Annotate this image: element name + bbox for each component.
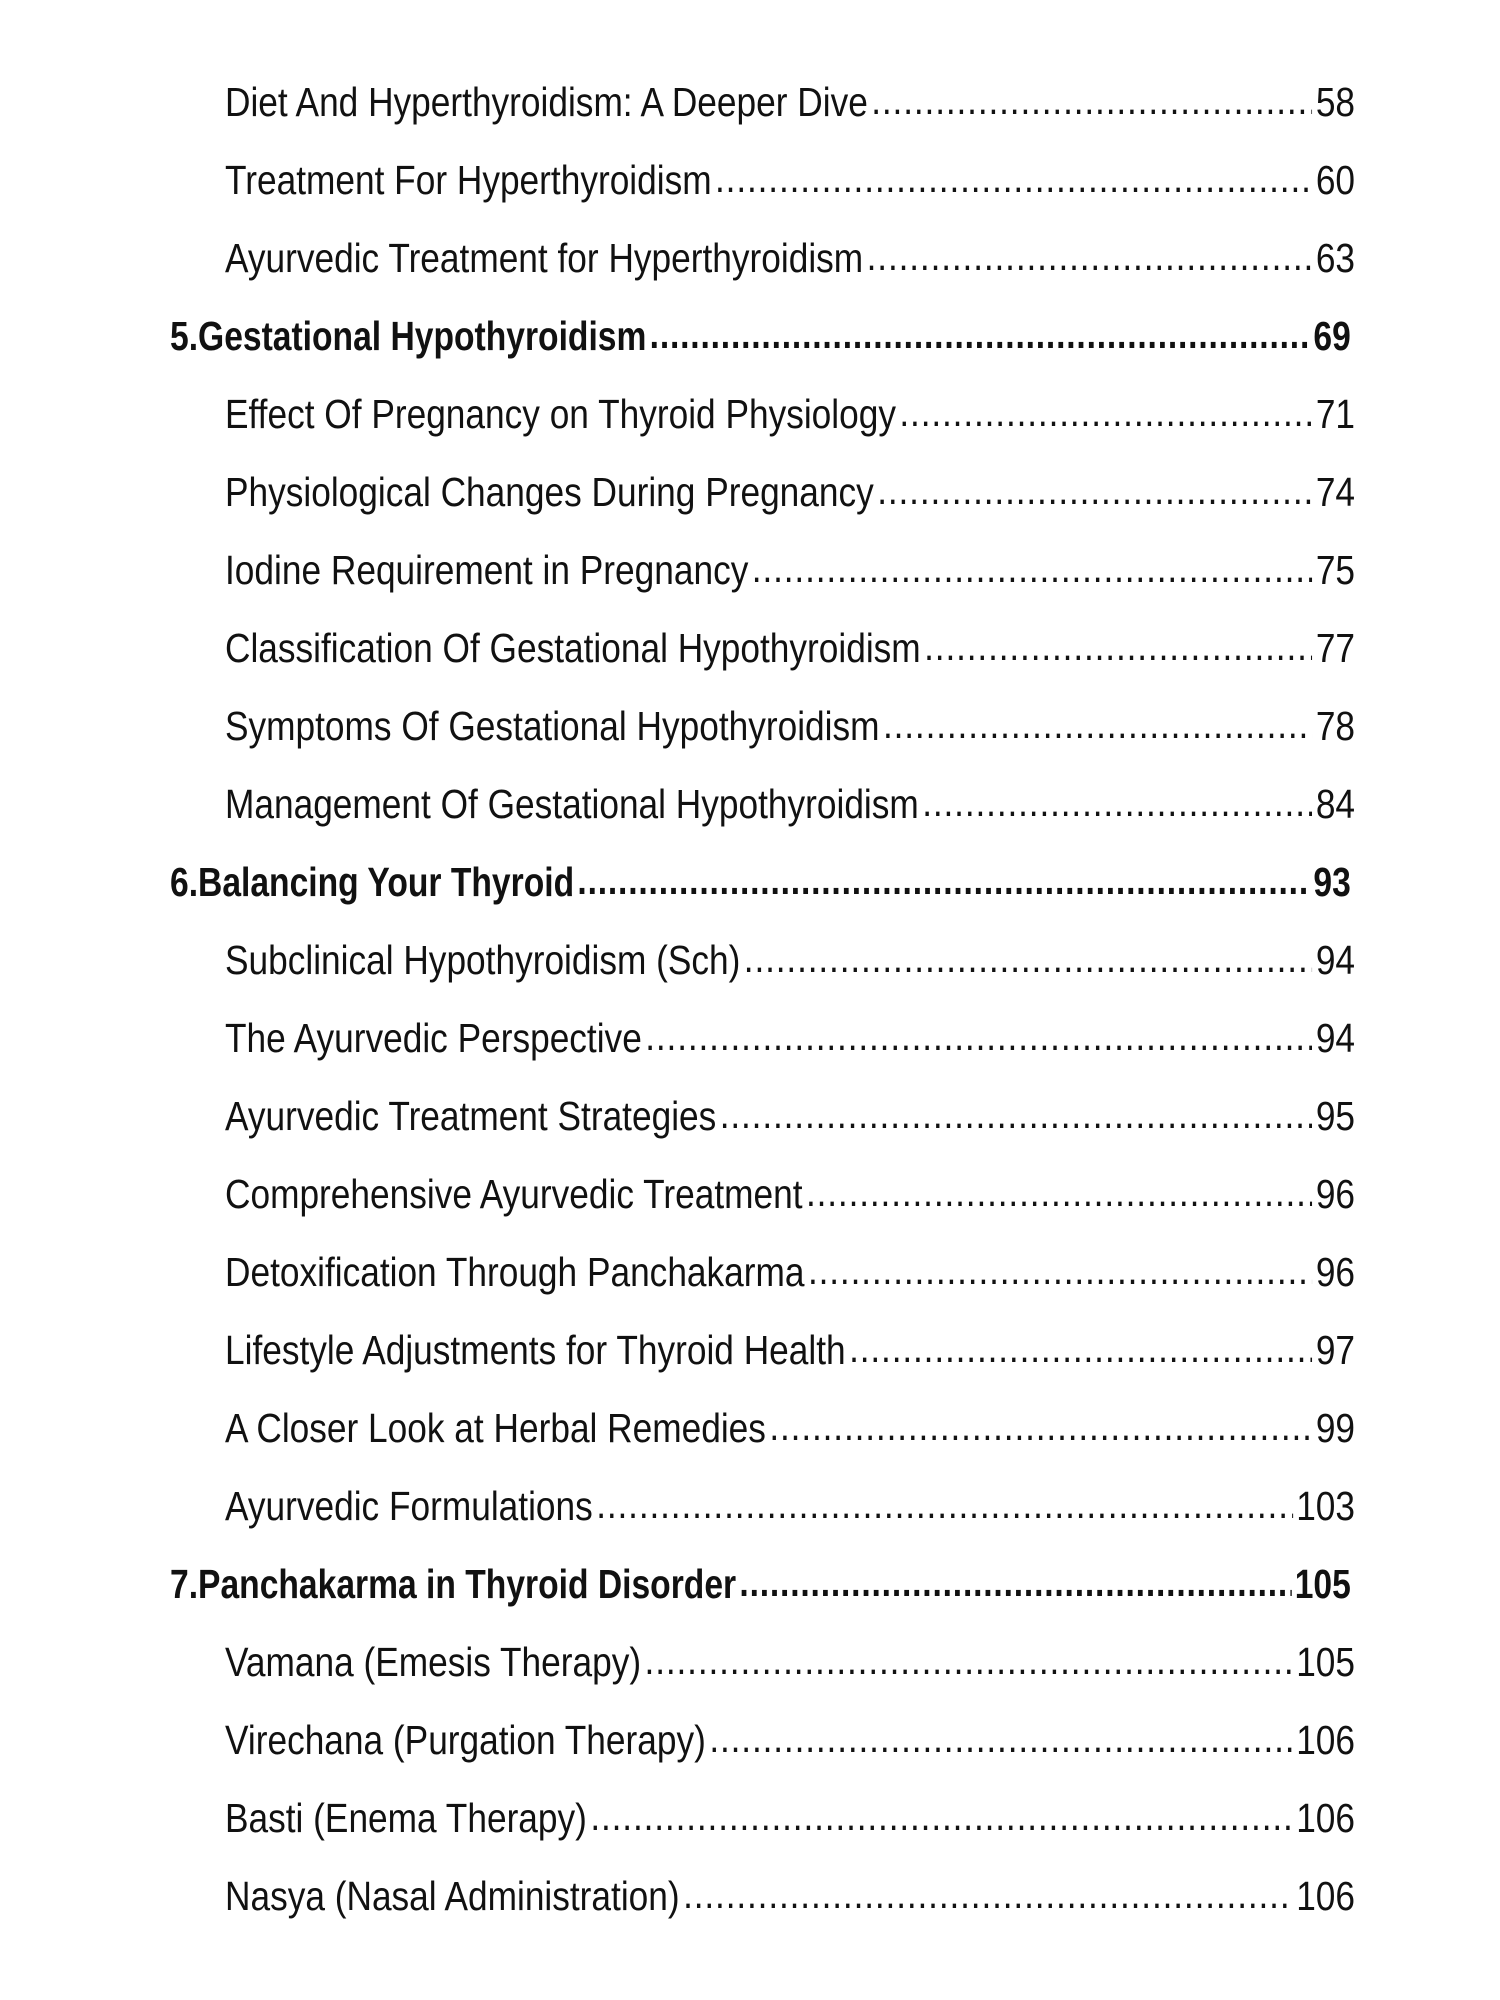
toc-dot-leader: [720, 1086, 1313, 1144]
toc-entry-page: 99: [1315, 1405, 1356, 1451]
toc-entry-comprehensive-treatment: [225, 1164, 1355, 1224]
toc-entry-lifestyle-adjustments: [225, 1320, 1355, 1380]
toc-entry-ayurvedic-formulations: [225, 1476, 1355, 1536]
toc-dot-leader: [650, 306, 1310, 364]
toc-entry-ayurvedic-treatment-hyperthyroidism: [225, 228, 1355, 288]
toc-entry-detoxification: [225, 1242, 1355, 1302]
toc-entry-title: Iodine Requirement in Pregnancy: [225, 547, 749, 593]
toc-entry-treatment-for-hyperthyroidism: [225, 150, 1355, 210]
toc-entry-page: 97: [1315, 1327, 1356, 1373]
toc-entry-page: 75: [1315, 547, 1356, 593]
toc-dot-leader: [744, 930, 1313, 988]
toc-chapter-title: 6.Balancing Your Thyroid: [170, 859, 575, 905]
toc-dot-leader: [645, 1632, 1293, 1690]
toc-entry-nasya: [225, 1866, 1355, 1926]
toc-chapter-page: 93: [1313, 859, 1351, 905]
toc-entry-basti: [225, 1788, 1355, 1848]
toc-entry-title: Vamana (Emesis Therapy): [225, 1639, 642, 1685]
toc-entry-classification: [225, 618, 1355, 678]
toc-dot-leader: [849, 1320, 1312, 1378]
toc-dot-leader: [877, 462, 1312, 520]
toc-dot-leader: [769, 1398, 1312, 1456]
toc-entry-subclinical: [225, 930, 1355, 990]
toc-entry-treatment-strategies: [225, 1086, 1355, 1146]
toc-entry-page: 77: [1315, 625, 1356, 671]
toc-dot-leader: [577, 852, 1310, 910]
toc-entry-title: Symptoms Of Gestational Hypothyroidism: [225, 703, 880, 749]
toc-entry-page: 94: [1315, 1015, 1356, 1061]
toc-dot-leader: [683, 1866, 1293, 1924]
toc-dot-leader: [739, 1554, 1291, 1612]
toc-dot-leader: [883, 696, 1312, 754]
toc-dot-leader: [715, 150, 1312, 208]
toc-entry-title: The Ayurvedic Perspective: [225, 1015, 642, 1061]
toc-entry-page: 96: [1315, 1249, 1356, 1295]
toc-entry-page: 78: [1315, 703, 1356, 749]
toc-entry-page: 103: [1296, 1483, 1356, 1529]
toc-dot-leader: [924, 618, 1312, 676]
toc-chapter-5: [170, 306, 1351, 366]
toc-dot-leader: [867, 228, 1313, 286]
toc-entry-title: Classification Of Gestational Hypothyroidism: [225, 625, 921, 671]
toc-chapter-6: [170, 852, 1351, 912]
toc-chapter-page: 69: [1313, 313, 1351, 359]
toc-entry-title: Ayurvedic Treatment for Hyperthyroidism: [225, 235, 864, 281]
toc-entry-title: Comprehensive Ayurvedic Treatment: [225, 1171, 803, 1217]
toc-entry-page: 60: [1315, 157, 1356, 203]
toc-entry-page: 106: [1296, 1717, 1356, 1763]
toc-entry-iodine-requirement: [225, 540, 1355, 600]
toc-entry-page: 95: [1315, 1093, 1356, 1139]
toc-entry-vamana: [225, 1632, 1355, 1692]
toc-entry-page: 106: [1296, 1795, 1356, 1841]
toc-entry-management: [225, 774, 1355, 834]
toc-dot-leader: [590, 1788, 1292, 1846]
toc-entry-page: 58: [1315, 79, 1356, 125]
toc-entry-page: 71: [1315, 391, 1356, 437]
toc-entry-title: Physiological Changes During Pregnancy: [225, 469, 874, 515]
toc-entry-title: A Closer Look at Herbal Remedies: [225, 1405, 766, 1451]
toc-entry-page: 106: [1296, 1873, 1356, 1919]
toc-entry-title: Treatment For Hyperthyroidism: [225, 157, 712, 203]
toc-entry-title: Effect Of Pregnancy on Thyroid Physiology: [225, 391, 896, 437]
toc-entry-title: Virechana (Purgation Therapy): [225, 1717, 706, 1763]
toc-entry-title: Subclinical Hypothyroidism (Sch): [225, 937, 741, 983]
toc-entry-ayurvedic-perspective: [225, 1008, 1355, 1068]
toc-entry-title: Detoxification Through Panchakarma: [225, 1249, 805, 1295]
toc-entry-title: Lifestyle Adjustments for Thyroid Health: [225, 1327, 846, 1373]
toc-dot-leader: [752, 540, 1313, 598]
toc-entry-page: 74: [1315, 469, 1356, 515]
toc-entry-title: Ayurvedic Formulations: [225, 1483, 593, 1529]
toc-entry-page: 84: [1315, 781, 1356, 827]
toc-entry-page: 94: [1315, 937, 1356, 983]
toc-entry-page: 96: [1315, 1171, 1356, 1217]
toc-entry-page: 63: [1315, 235, 1356, 281]
toc-entry-title: Management Of Gestational Hypothyroidism: [225, 781, 919, 827]
toc-chapter-page: 105: [1294, 1561, 1351, 1607]
toc-dot-leader: [808, 1242, 1312, 1300]
toc-dot-leader: [709, 1710, 1292, 1768]
toc-entry-page: 105: [1296, 1639, 1356, 1685]
toc-dot-leader: [806, 1164, 1312, 1222]
toc-dot-leader: [871, 72, 1312, 130]
toc-entry-title: Diet And Hyperthyroidism: A Deeper Dive: [225, 79, 868, 125]
toc-chapter-7: [170, 1554, 1351, 1614]
toc-entry-title: Basti (Enema Therapy): [225, 1795, 587, 1841]
toc-dot-leader: [899, 384, 1312, 442]
toc-chapter-title: 7.Panchakarma in Thyroid Disorder: [170, 1561, 737, 1607]
toc-entry-herbal-remedies: [225, 1398, 1355, 1458]
toc-entry-diet-and-hyperthyroidism: [225, 72, 1355, 132]
toc-chapter-title: 5.Gestational Hypothyroidism: [170, 313, 647, 359]
toc-dot-leader: [596, 1476, 1293, 1534]
toc-entry-title: Ayurvedic Treatment Strategies: [225, 1093, 717, 1139]
toc-entry-title: Nasya (Nasal Administration): [225, 1873, 680, 1919]
toc-dot-leader: [645, 1008, 1312, 1066]
toc-entry-virechana: [225, 1710, 1355, 1770]
toc-entry-physiological-changes: [225, 462, 1355, 522]
toc-entry-effect-of-pregnancy: [225, 384, 1355, 444]
toc-dot-leader: [922, 774, 1312, 832]
toc-entry-symptoms: [225, 696, 1355, 756]
